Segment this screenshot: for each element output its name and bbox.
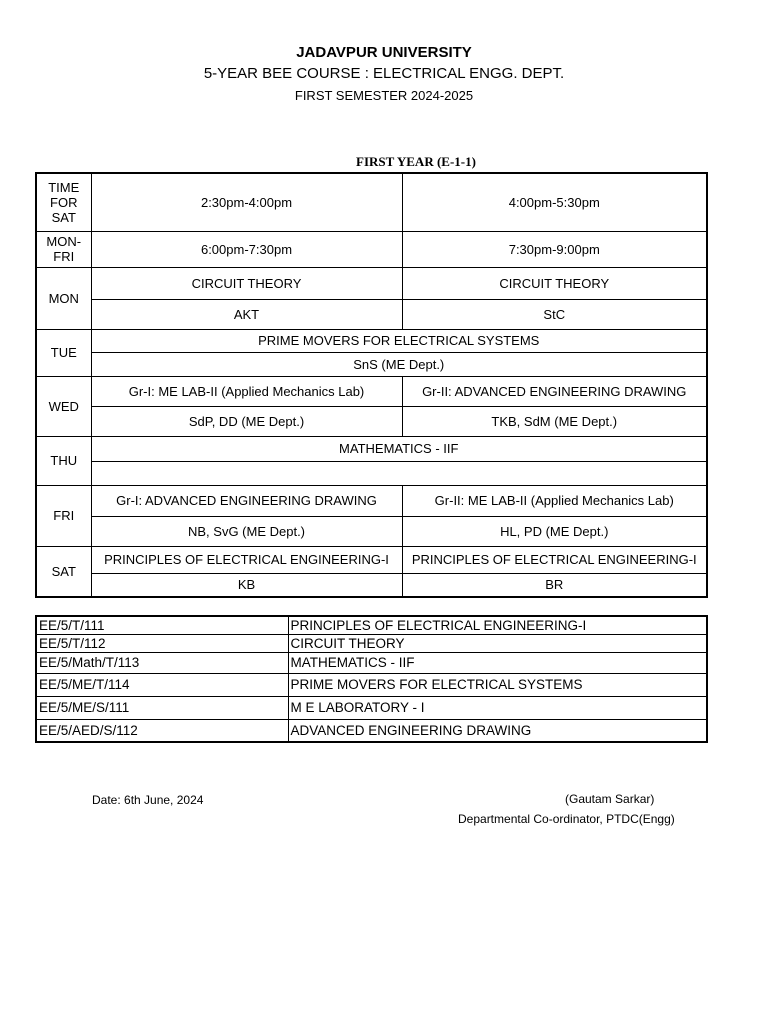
- course-name: PRIME MOVERS FOR ELECTRICAL SYSTEMS: [288, 673, 707, 696]
- wed-teacher-2: TKB, SdM (ME Dept.): [402, 406, 707, 436]
- year-label: FIRST YEAR (E-1-1): [356, 154, 476, 169]
- table-row: [36, 719, 707, 742]
- table-row: [36, 406, 707, 436]
- table-row: [36, 267, 707, 299]
- sat-course-1: PRINCIPLES OF ELECTRICAL ENGINEERING-I: [91, 546, 402, 573]
- sat-teacher-1: KB: [91, 573, 402, 597]
- sat-course-2: PRINCIPLES OF ELECTRICAL ENGINEERING-I: [402, 546, 707, 573]
- table-row: [36, 616, 707, 634]
- table-row: [36, 546, 707, 573]
- mon-teacher-2: StC: [402, 299, 707, 329]
- mon-teacher-1: AKT: [91, 299, 402, 329]
- course-name: PRINCIPLES OF ELECTRICAL ENGINEERING-I: [288, 616, 707, 634]
- course-code-table: [35, 615, 708, 743]
- table-row: [36, 436, 707, 461]
- day-sat: SAT: [36, 546, 91, 597]
- timetable: [35, 172, 708, 598]
- thu-course: MATHEMATICS - IIF: [91, 436, 707, 461]
- table-row: [36, 461, 707, 485]
- day-wed: WED: [36, 376, 91, 436]
- semester-title: FIRST SEMESTER 2024-2025: [294, 88, 474, 103]
- table-row: [36, 673, 707, 696]
- course-code: EE/5/ME/S/111: [36, 696, 288, 719]
- course-code: EE/5/AED/S/112: [36, 719, 288, 742]
- course-code: EE/5/T/111: [36, 616, 288, 634]
- time-for-sat-label: TIME FOR SAT: [36, 173, 91, 231]
- wed-course-1: Gr-I: ME LAB-II (Applied Mechanics Lab): [91, 376, 402, 406]
- table-row: [36, 173, 707, 231]
- course-code: EE/5/ME/T/114: [36, 673, 288, 696]
- wed-course-2: Gr-II: ADVANCED ENGINEERING DRAWING: [402, 376, 707, 406]
- sat-teacher-2: BR: [402, 573, 707, 597]
- table-row: [36, 485, 707, 516]
- mon-fri-label: MON-FRI: [36, 231, 91, 267]
- sat-slot-1: 2:30pm-4:00pm: [91, 173, 402, 231]
- table-row: [36, 231, 707, 267]
- signatory-name: (Gautam Sarkar): [565, 792, 655, 806]
- course-title: 5-YEAR BEE COURSE : ELECTRICAL ENGG. DEPT.: [203, 65, 565, 82]
- course-code: EE/5/Math/T/113: [36, 652, 288, 673]
- signatory-designation: Departmental Co-ordinator, PTDC(Engg): [458, 812, 675, 826]
- weekday-slot-2: 7:30pm-9:00pm: [402, 231, 707, 267]
- thu-teacher: [91, 461, 707, 485]
- table-row: [36, 634, 707, 652]
- university-title: JADAVPUR UNIVERSITY: [296, 44, 472, 61]
- mon-course-2: CIRCUIT THEORY: [402, 267, 707, 299]
- wed-teacher-1: SdP, DD (ME Dept.): [91, 406, 402, 436]
- table-row: [36, 329, 707, 352]
- course-name: M E LABORATORY - I: [288, 696, 707, 719]
- tue-teacher: SnS (ME Dept.): [91, 352, 707, 376]
- table-row: [36, 376, 707, 406]
- mon-course-1: CIRCUIT THEORY: [91, 267, 402, 299]
- day-mon: MON: [36, 267, 91, 329]
- course-name: CIRCUIT THEORY: [288, 634, 707, 652]
- fri-course-2: Gr-II: ME LAB-II (Applied Mechanics Lab): [402, 485, 707, 516]
- fri-teacher-1: NB, SvG (ME Dept.): [91, 516, 402, 546]
- day-fri: FRI: [36, 485, 91, 546]
- table-row: [36, 299, 707, 329]
- sat-slot-2: 4:00pm-5:30pm: [402, 173, 707, 231]
- day-tue: TUE: [36, 329, 91, 376]
- course-name: MATHEMATICS - IIF: [288, 652, 707, 673]
- issue-date: Date: 6th June, 2024: [92, 793, 204, 807]
- day-thu: THU: [36, 436, 91, 485]
- course-name: ADVANCED ENGINEERING DRAWING: [288, 719, 707, 742]
- tue-course: PRIME MOVERS FOR ELECTRICAL SYSTEMS: [91, 329, 707, 352]
- fri-course-1: Gr-I: ADVANCED ENGINEERING DRAWING: [91, 485, 402, 516]
- fri-teacher-2: HL, PD (ME Dept.): [402, 516, 707, 546]
- table-row: [36, 352, 707, 376]
- table-row: [36, 652, 707, 673]
- table-row: [36, 696, 707, 719]
- table-row: [36, 516, 707, 546]
- weekday-slot-1: 6:00pm-7:30pm: [91, 231, 402, 267]
- course-code: EE/5/T/112: [36, 634, 288, 652]
- table-row: [36, 573, 707, 597]
